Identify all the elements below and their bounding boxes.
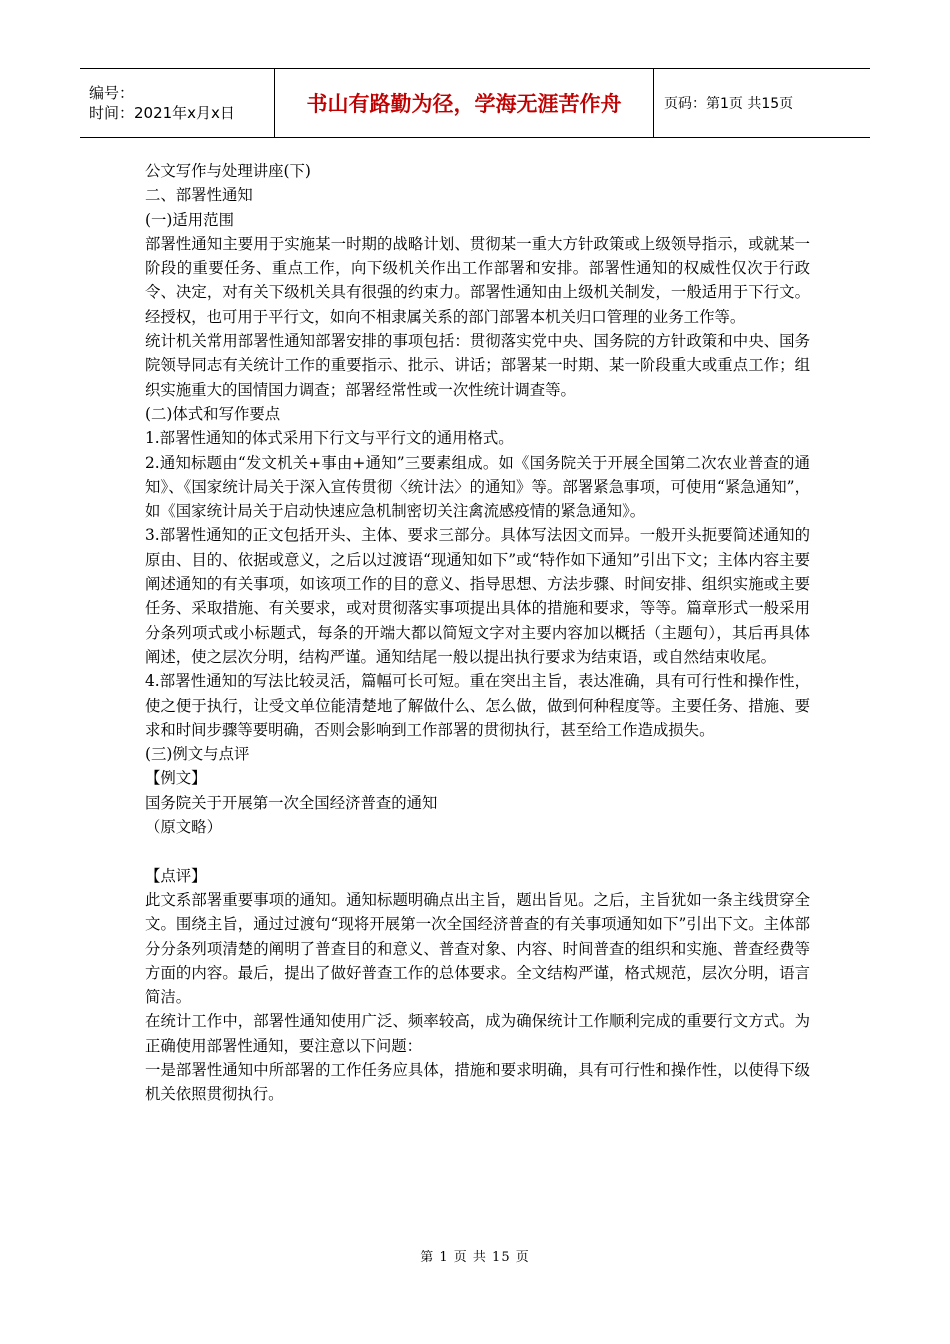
- body-paragraph: (二)体式和写作要点: [145, 404, 281, 423]
- body-paragraph: 2.通知标题由“发文机关+事由+通知”三要素组成。如《国务院关于开展全国第二次农业普查的通知》、《国家统计局关于深入宣传贯彻〈统计法〉的通知》等。部署紧急事项，可使用“紧急通知”，如《国家统计局关于启动快速应急机制密切关注禽流感疫情的紧急通知》。: [145, 453, 810, 521]
- document-number-label: 编号：: [89, 84, 135, 102]
- document-header: [80, 68, 870, 138]
- page-footer: [0, 1246, 950, 1265]
- document-body: [145, 159, 810, 1107]
- body-paragraph: 部署性通知主要用于实施某一时期的战略计划、贯彻某一重大方针政策或上级领导指示，或就某一阶段的重要任务、重点工作，向下级机关作出工作部署和安排。部署性通知的权威性仅次于行政令、决定，对有关下级机关具有很强的约束力。部署性通知由上级机关制发，一般适用于下行文。经授权，也可用于平行文，如向不相隶属关系的部门部署本机关归口管理的业务工作等。: [145, 234, 810, 326]
- body-paragraph: 【点评】: [145, 866, 207, 885]
- header-page-info: [654, 69, 870, 137]
- body-paragraph: 4.部署性通知的写法比较灵活，篇幅可长可短。重在突出主旨，表达准确，具有可行性和操作性，使之便于执行，让受文单位能清楚地了解做什么、怎么做，做到何种程度等。主要任务、措施、要求和时间步骤等要明确，否则会影响到工作部署的贯彻执行，甚至给工作造成损失。: [145, 672, 810, 739]
- body-paragraph: 1.部署性通知的体式采用下行文与平行文的通用格式。: [145, 429, 514, 448]
- body-paragraph: 【例文】: [145, 769, 207, 788]
- page-info-text: 页码：第1页 共15页: [664, 96, 794, 112]
- body-paragraph: 此文系部署重要事项的通知。通知标题明确点出主旨，题出旨见。之后，主旨犹如一条主线贯穿全文。围绕主旨，通过过渡句“现将开展第一次全国经济普查的有关事项通知如下”引出下文。主体部分分条列项清楚的阐明了普查目的和意义、普查对象、内容、时间普查的组织和实施、普查经费等方面的内容。最后，提出了做好普查工作的总体要求。全文结构严谨，格式规范，层次分明，语言简洁。: [145, 890, 810, 1007]
- body-paragraph: (一)适用范围: [145, 210, 234, 229]
- body-paragraph: (三)例文与点评: [145, 745, 250, 764]
- body-paragraph: 公文写作与处理讲座(下): [145, 162, 311, 180]
- header-motto: [275, 69, 654, 137]
- document-date: 时间：2021年x月x日: [89, 104, 235, 122]
- body-paragraph: （原文略）: [145, 818, 222, 837]
- body-paragraph: 一是部署性通知中所部署的工作任务应具体，措施和要求明确，具有可行性和操作性，以使得下级机关依照贯彻执行。: [145, 1060, 810, 1104]
- body-paragraph: 在统计工作中，部署性通知使用广泛、频率较高，成为确保统计工作顺利完成的重要行文方式。为正确使用部署性通知，要注意以下问题：: [145, 1012, 810, 1055]
- body-paragraph: 统计机关常用部署性通知部署安排的事项包括：贯彻落实党中央、国务院的方针政策和中央、国务院领导同志有关统计工作的重要指示、批示、讲话；部署某一时期、某一阶段重大或重点工作；组织实施重大的国情国力调查；部署经常性或一次性统计调查等。: [145, 332, 810, 399]
- header-meta: [80, 69, 275, 137]
- motto-text: 书山有路勤为径，学海无涯苦作舟: [306, 92, 622, 116]
- footer-page-number: 第 1 页 共 15 页: [420, 1250, 530, 1265]
- blank-line: [145, 839, 810, 863]
- body-paragraph: 3.部署性通知的正文包括开头、主体、要求三部分。具体写法因文而异。一般开头扼要简述通知的原由、目的、依据或意义，之后以过渡语“现通知如下”或“特作如下通知”引出下文；主体内容主要阐述通知的有关事项，如该项工作的目的意义、指导思想、方法步骤、时间安排、组织实施或主要任务、采取措施、有关要求，或对贯彻落实事项提出具体的措施和要求，等等。篇章形式一般采用分条列项式或小标题式，每条的开端大都以简短文字对主要内容加以概括（主题句），其后再具体阐述，使之层次分明，结构严谨。通知结尾一般以提出执行要求为结束语，或自然结束收尾。: [145, 526, 810, 666]
- body-paragraph: 二、部署性通知: [145, 186, 253, 205]
- body-paragraph: 国务院关于开展第一次全国经济普查的通知: [145, 793, 438, 812]
